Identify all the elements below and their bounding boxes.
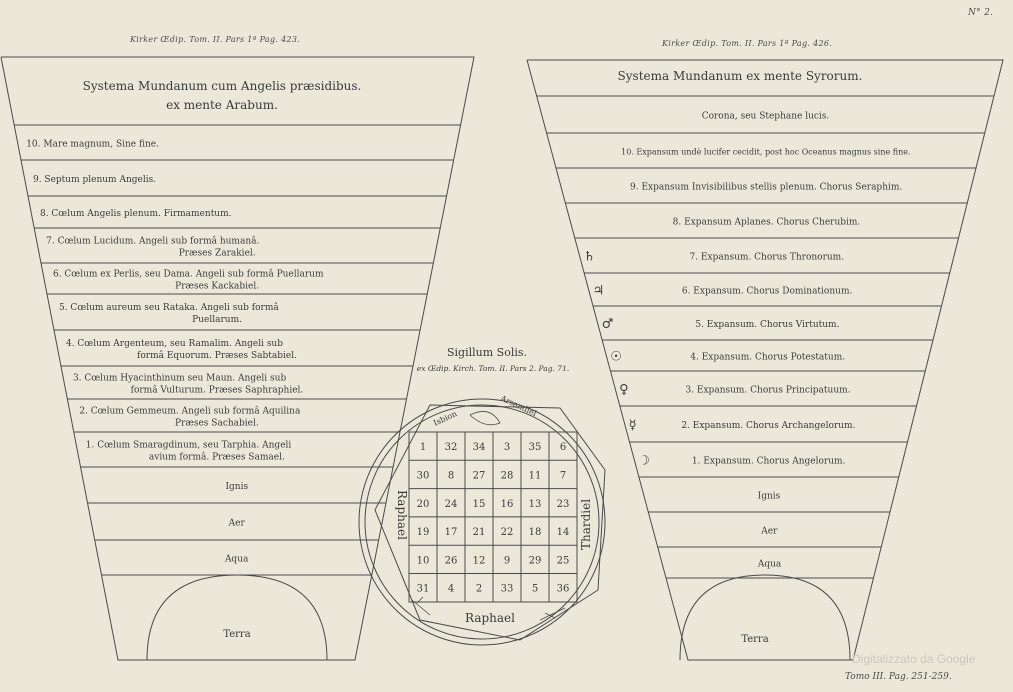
seal-label-left: Raphael: [395, 490, 409, 540]
grid-cell-value: 7: [559, 470, 567, 482]
grid-cell-value: 14: [556, 527, 570, 539]
grid-cell-value: 23: [556, 498, 570, 510]
grid-cell-value: 8: [447, 470, 455, 482]
grid-cell-value: 21: [472, 527, 486, 539]
left-row-subtext: formâ Equorum. Præses Sabtabiel.: [137, 351, 297, 361]
planet-symbol-icon: ☽: [638, 453, 650, 469]
grid-cell-value: 9: [503, 555, 511, 567]
left-row-text: Aer: [228, 518, 245, 529]
seal-sigil-top: [470, 411, 500, 424]
grid-cell-value: 1: [419, 442, 427, 454]
seal-label-top-right: Arsandiel: [499, 393, 538, 419]
planet-symbol-icon: ☉: [610, 349, 622, 365]
grid-cell-value: 28: [500, 470, 514, 482]
right-row-text: 8. Expansum Aplanes. Chorus Cherubim.: [672, 217, 861, 228]
grid-cell-value: 26: [444, 555, 458, 567]
planet-symbols: [583, 250, 649, 469]
left-header: Kirker Œdip. Tom. II. Pars 1ª Pag. 423.: [130, 35, 301, 44]
right-terra-label: Terra: [741, 634, 769, 645]
left-row-text: 10. Mare magnum, Sine fine.: [26, 139, 159, 150]
planet-symbol-icon: ♃: [592, 283, 605, 299]
left-row-text: 9. Septum plenum Angelis.: [32, 175, 157, 185]
grid-cell-value: 27: [472, 470, 486, 482]
left-row-text: Ignis: [225, 482, 249, 492]
grid-cell-value: 29: [528, 555, 542, 567]
right-row-text: Ignis: [757, 491, 781, 502]
left-row-dividers: [14, 125, 460, 575]
grid-cell-value: 15: [472, 498, 486, 510]
right-row-text: 1. Expansum. Chorus Angelorum.: [691, 456, 846, 467]
grid-cell-value: 33: [500, 583, 514, 595]
right-row-text: Corona, seu Stephane lucis.: [701, 111, 830, 122]
left-row-subtext: Præses Sachabiel.: [175, 418, 259, 429]
planet-symbol-icon: ☿: [628, 418, 637, 433]
seal-label-bottom: Raphael: [465, 611, 515, 625]
left-row-subtext: avium formâ. Præses Samael.: [148, 452, 285, 463]
right-row-text: Aer: [761, 526, 778, 537]
grid-cell-value: 20: [416, 498, 430, 510]
grid-cell-value: 6: [559, 442, 567, 454]
grid-cell-value: 2: [475, 583, 483, 595]
left-row-subtext: formâ Vulturum. Præses Saphraphiel.: [130, 385, 304, 396]
seal-subtitle: ex Œdip. Kirch. Tom. II. Pars 2. Pag. 71.: [416, 364, 570, 373]
right-row-text: 10. Expansum undè lucifer cecidit, post hoc Oceanus magnus sine fine.: [621, 147, 911, 157]
grid-cell-value: 11: [528, 470, 542, 482]
left-title-line2: ex mente Arabum.: [166, 98, 278, 112]
grid-cell-value: 31: [416, 583, 430, 595]
grid-cell-value: 13: [528, 498, 542, 510]
left-terra-label: Terra: [223, 629, 251, 640]
grid-cell-value: 17: [444, 527, 458, 539]
grid-cell-value: 24: [444, 498, 458, 510]
left-title-line1: Systema Mundanum cum Angelis præsidibus.: [82, 79, 362, 93]
grid-cell-value: 36: [556, 583, 570, 595]
right-title: Systema Mundanum ex mente Syrorum.: [617, 69, 863, 83]
footer-reference: Tomo III. Pag. 251-259.: [845, 672, 952, 682]
grid-cell-value: 35: [528, 442, 542, 454]
left-terra-arc: [147, 575, 327, 660]
grid-cell-value: 22: [500, 527, 514, 539]
right-row-text: 7. Expansum. Chorus Thronorum.: [689, 252, 845, 263]
planet-symbol-icon: ♂: [601, 317, 614, 332]
seal-title: Sigillum Solis.: [447, 346, 527, 359]
grid-cell-value: 18: [528, 527, 542, 539]
right-row-text: Aqua: [757, 559, 782, 570]
left-rows: [26, 140, 324, 565]
right-row-text: 5. Expansum. Chorus Virtutum.: [695, 320, 840, 330]
left-row-text: 4. Cœlum Argenteum, seu Ramalim. Angeli sub: [65, 339, 284, 349]
left-row-subtext: Præses Zarakiel.: [178, 248, 256, 259]
seal-magic-square: [409, 432, 577, 602]
grid-cell-value: 5: [531, 583, 539, 595]
grid-cell-value: 16: [500, 498, 514, 510]
seal-label-right: Thardiel: [579, 498, 593, 550]
page-number: N° 2.: [968, 8, 994, 18]
left-row-text: 6. Cœlum ex Perlis, seu Dama. Angeli sub formâ Puellarum: [52, 269, 324, 280]
right-row-dividers: [537, 96, 994, 578]
left-row-text: 5. Cœlum aureum seu Rataka. Angeli sub formâ: [58, 303, 279, 313]
right-terra-arc: [680, 575, 850, 660]
grid-cell-value: 34: [472, 442, 486, 454]
left-row-subtext: Præses Kackabiel.: [175, 281, 260, 292]
grid-cell-value: 4: [447, 583, 455, 595]
left-row-text: Aqua: [224, 554, 249, 565]
planet-symbol-icon: ♀: [619, 382, 629, 398]
grid-cell-value: 12: [472, 555, 486, 567]
left-row-subtext: Puellarum.: [192, 315, 242, 325]
left-row-text: 8. Cœlum Angelis plenum. Firmamentum.: [39, 209, 232, 219]
right-header: Kirker Œdip. Tom. II. Pars 1ª Pag. 426.: [662, 39, 833, 48]
left-row-text: 2. Cœlum Gemmeum. Angeli sub formâ Aquilina: [79, 406, 301, 417]
grid-cell-value: 25: [556, 555, 570, 567]
right-row-text: 6. Expansum. Chorus Dominationum.: [681, 286, 853, 297]
right-row-text: 2. Expansum. Chorus Archangelorum.: [681, 421, 856, 431]
seal-label-top-left: Isbion: [432, 409, 459, 428]
grid-cell-value: 3: [503, 442, 511, 454]
grid-cell-value: 19: [416, 527, 430, 539]
right-row-text: 4. Expansum. Chorus Potestatum.: [690, 352, 846, 363]
grid-cell-value: 32: [444, 442, 458, 454]
left-row-text: 1. Cœlum Smaragdinum, seu Tarphia. Angeli: [85, 440, 292, 451]
watermark: Digitalizzato da Google: [852, 652, 976, 666]
right-row-text: 3. Expansum. Chorus Principatuum.: [685, 385, 851, 396]
grid-cell-value: 30: [416, 470, 430, 482]
left-row-text: 7. Cœlum Lucidum. Angeli sub formâ humanâ.: [46, 236, 260, 247]
grid-cell-value: 10: [416, 555, 430, 567]
right-row-text: 9. Expansum Invisibilibus stellis plenum. Chorus Seraphim.: [630, 182, 903, 193]
planet-symbol-icon: ♄: [583, 249, 596, 265]
left-row-text: 3. Cœlum Hyacinthinum seu Maun. Angeli sub: [72, 373, 287, 384]
